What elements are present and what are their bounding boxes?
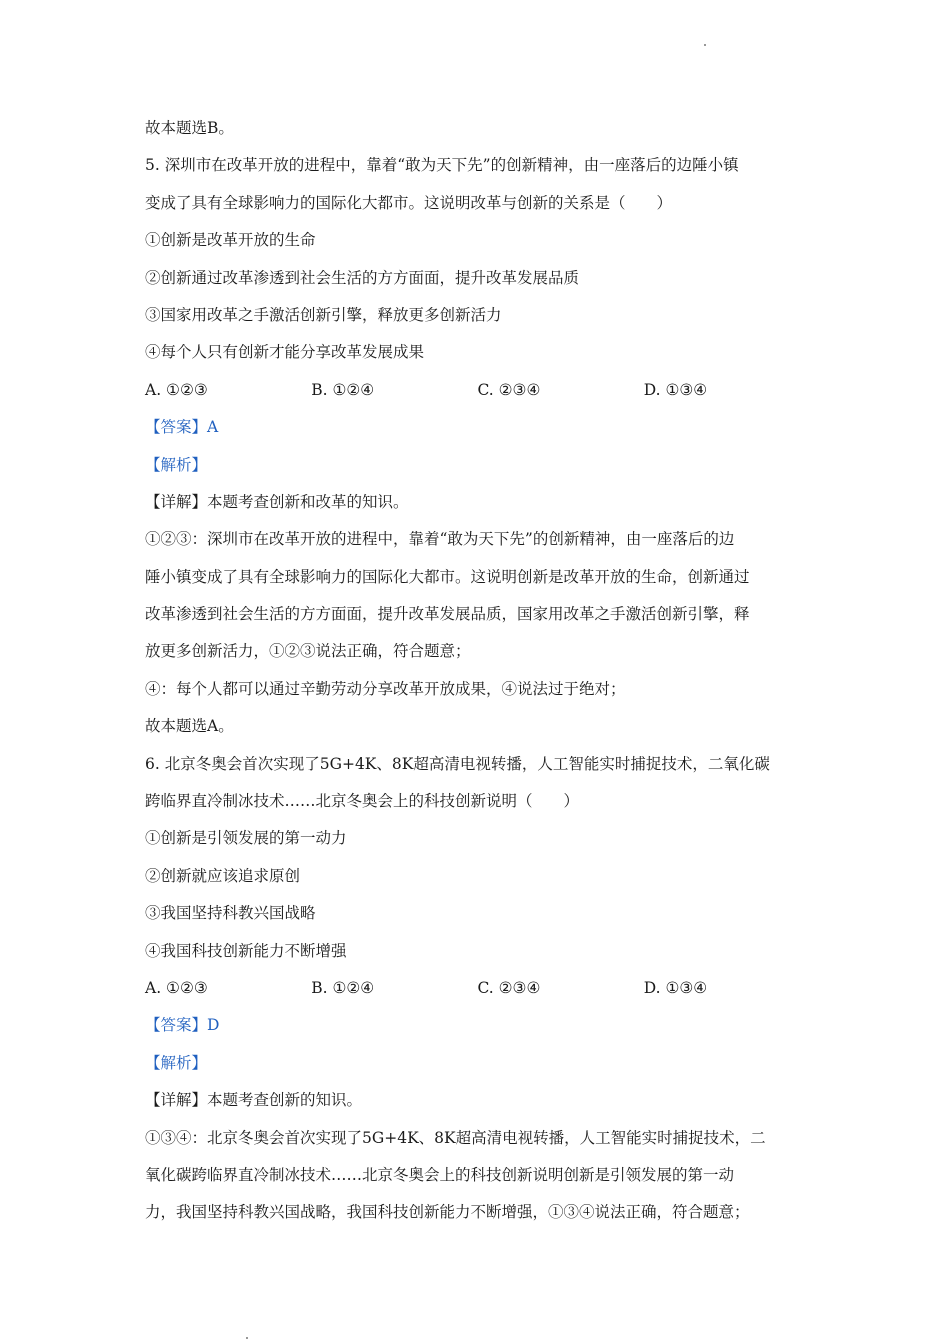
question-5-item: ③国家用改革之手激活创新引擎，释放更多创新活力 [145, 305, 502, 324]
analysis-label: 【解析】 [145, 455, 208, 474]
option-a: A. ①②③ [145, 380, 208, 399]
question-5-item: ②创新通过改革渗透到社会生活的方方面面，提升改革发展品质 [145, 268, 580, 287]
detail-text: 氧化碳跨临界直冷制冰技术……北京冬奥会上的科技创新说明创新是引领发展的第一动 [145, 1165, 735, 1184]
question-5-options [145, 372, 810, 409]
detail-text: 放更多创新活力，①②③说法正确，符合题意； [145, 642, 471, 661]
conclusion-q4: 故本题选B。 [145, 119, 234, 137]
detail-text: ①③④：北京冬奥会首次实现了5G+4K、8K超高清电视转播，人工智能实时捕捉技术，二 [145, 1128, 766, 1147]
answer-label: 【答案】D [145, 1016, 220, 1035]
question-6-item: ①创新是引领发展的第一动力 [145, 829, 347, 848]
option-b: B. ①②④ [311, 380, 375, 399]
detail-text: ④：每个人都可以通过辛勤劳动分享改革开放成果，④说法过于绝对； [145, 679, 626, 698]
option-d: D. ①③④ [643, 978, 708, 997]
detail-text: 【详解】本题考查创新和改革的知识。 [145, 492, 409, 511]
detail-text: 力，我国坚持科教兴国战略，我国科技创新能力不断增强，①③④说法正确，符合题意； [145, 1203, 750, 1222]
detail-text: 【详解】本题考查创新的知识。 [145, 1091, 363, 1110]
question-5-item: ④每个人只有创新才能分享改革发展成果 [145, 343, 425, 362]
document-body [145, 110, 810, 1232]
question-6-item: ②创新就应该追求原创 [145, 866, 301, 885]
question-5-stem: 变成了具有全球影响力的国际化大都市。这说明改革与创新的关系是（ ） [145, 193, 673, 212]
detail-text: 陲小镇变成了具有全球影响力的国际化大都市。这说明创新是改革开放的生命，创新通过 [145, 567, 750, 586]
bottom-dot [246, 1337, 248, 1339]
question-6-stem: 跨临界直冷制冰技术……北京冬奥会上的科技创新说明（ ） [145, 792, 580, 811]
detail-text: 改革渗透到社会生活的方方面面，提升改革发展品质，国家用改革之手激活创新引擎，释 [145, 605, 750, 624]
top-dot [704, 44, 706, 46]
option-b: B. ①②④ [311, 978, 375, 997]
question-5-stem: 5. 深圳市在改革开放的进程中，靠着“敢为天下先”的创新精神，由一座落后的边陲小镇 [145, 156, 739, 175]
question-6-stem: 6. 北京冬奥会首次实现了5G+4K、8K超高清电视转播，人工智能实时捕捉技术，二氧化碳 [145, 754, 770, 773]
option-a: A. ①②③ [145, 978, 208, 997]
question-6-item: ③我国坚持科教兴国战略 [145, 904, 316, 923]
option-c: C. ②③④ [477, 978, 541, 997]
conclusion-q5: 故本题选A。 [145, 717, 234, 736]
question-6-item: ④我国科技创新能力不断增强 [145, 941, 347, 960]
question-6-options [145, 970, 810, 1007]
question-5-item: ①创新是改革开放的生命 [145, 231, 316, 250]
detail-text: ①②③：深圳市在改革开放的进程中，靠着“敢为天下先”的创新精神，由一座落后的边 [145, 530, 735, 549]
analysis-label: 【解析】 [145, 1053, 208, 1072]
option-d: D. ①③④ [643, 380, 708, 399]
answer-label: 【答案】A [145, 418, 219, 437]
option-c: C. ②③④ [477, 380, 541, 399]
